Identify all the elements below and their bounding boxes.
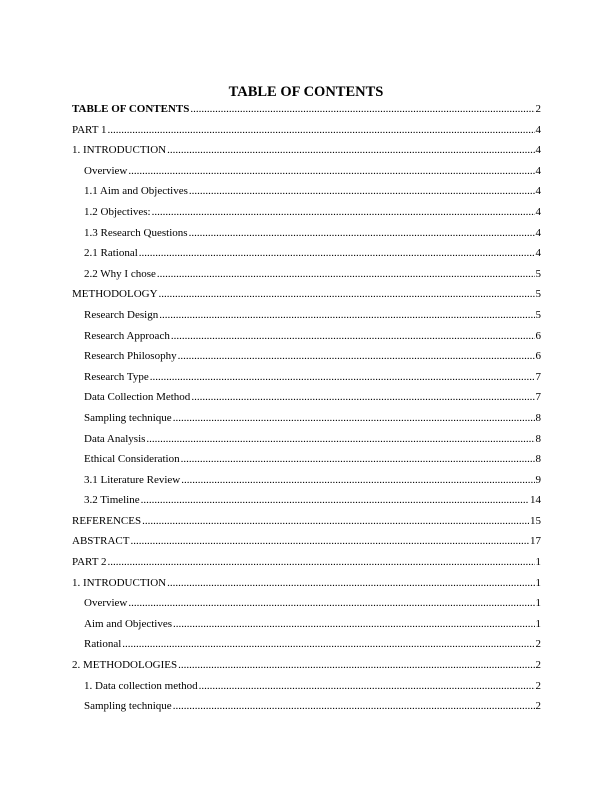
toc-entry[interactable]: [72, 614, 541, 635]
toc-entry[interactable]: [72, 573, 541, 594]
dot-leader: [146, 429, 534, 450]
toc-entry[interactable]: [72, 490, 541, 511]
dot-leader: [178, 655, 534, 676]
toc-entry[interactable]: [72, 264, 541, 285]
toc-entry-page: 1: [535, 576, 541, 589]
toc-entry-label: Rational: [84, 638, 122, 651]
dot-leader: [181, 449, 535, 470]
dot-leader: [152, 202, 535, 223]
toc-entry-label: Sampling technique: [84, 411, 172, 424]
dot-leader: [157, 264, 535, 285]
toc-entry-page: 9: [535, 473, 541, 486]
toc-entry[interactable]: [72, 202, 541, 223]
toc-entry-page: 4: [535, 164, 541, 177]
toc-entry-page: 5: [535, 308, 541, 321]
toc-entry[interactable]: [72, 346, 541, 367]
toc-entry-label: PART 1: [72, 123, 107, 136]
toc-entry-label: Aim and Objectives: [84, 617, 172, 630]
dot-leader: [130, 531, 529, 552]
toc-entry-label: Research Design: [84, 308, 159, 321]
toc-entry-label: 1. INTRODUCTION: [72, 576, 167, 589]
toc-entry-label: 3.1 Literature Review: [84, 473, 181, 486]
toc-entry-label: 1. INTRODUCTION: [72, 144, 167, 157]
dot-leader: [167, 573, 534, 594]
toc-entry-page: 8: [535, 453, 541, 466]
toc-entry-page: 2: [535, 659, 541, 672]
toc-entry-label: PART 2: [72, 556, 107, 569]
toc-entry-label: Research Type: [84, 370, 149, 383]
toc-entry[interactable]: [72, 161, 541, 182]
toc-entry-label: 1.3 Research Questions: [84, 226, 188, 239]
toc-entry-page: 7: [535, 370, 541, 383]
toc-entry-page: 2: [535, 103, 541, 115]
toc-entry-page: 4: [535, 123, 541, 136]
dot-leader: [189, 223, 535, 244]
toc-entry-page: 6: [535, 350, 541, 363]
toc-entry-label: METHODOLOGY: [72, 288, 158, 301]
toc-entry-label: ABSTRACT: [72, 535, 130, 548]
toc-entry-page: 4: [535, 226, 541, 239]
toc-entry-page: 14: [530, 494, 541, 507]
dot-leader: [159, 305, 534, 326]
toc-entry[interactable]: [72, 696, 541, 717]
toc-entry-page: 1: [535, 556, 541, 569]
toc-entry[interactable]: [72, 449, 541, 470]
toc-entry-label: Overview: [84, 164, 128, 177]
toc-entry-page: 1: [535, 617, 541, 630]
toc-entry[interactable]: [72, 593, 541, 614]
toc-entry[interactable]: [72, 181, 541, 202]
toc-entry-page: 4: [535, 185, 541, 198]
dot-leader: [167, 140, 534, 161]
toc-entry-page: 2: [535, 679, 541, 692]
toc-entry[interactable]: [72, 655, 541, 676]
toc-entry[interactable]: [72, 408, 541, 429]
toc-entry[interactable]: [72, 223, 541, 244]
toc-entry-label: 1.1 Aim and Objectives: [84, 185, 188, 198]
toc-entry[interactable]: [72, 243, 541, 264]
dot-leader: [141, 490, 529, 511]
toc-entry-label: 3.2 Timeline: [84, 494, 140, 507]
dot-leader: [173, 696, 535, 717]
toc-entry-page: 4: [535, 247, 541, 260]
toc-entry[interactable]: [72, 552, 541, 573]
toc-entry-page: 5: [535, 288, 541, 301]
dot-leader: [173, 614, 535, 635]
toc-entry-page: 4: [535, 205, 541, 218]
toc-entry-page: 2: [535, 700, 541, 713]
toc-entry-page: 17: [530, 535, 541, 548]
toc-entry[interactable]: [72, 284, 541, 305]
toc-entry-label: 1. Data collection method: [84, 679, 198, 692]
dot-leader: [190, 99, 534, 120]
toc-entry[interactable]: [72, 511, 541, 532]
toc-entry-page: 15: [530, 514, 541, 527]
dot-leader: [171, 326, 535, 347]
page-title: TABLE OF CONTENTS: [228, 84, 384, 100]
toc-entry[interactable]: [72, 305, 541, 326]
toc-entry-label: REFERENCES: [72, 514, 142, 527]
toc-entry-page: 1: [535, 597, 541, 610]
toc-entry[interactable]: [72, 140, 541, 161]
dot-leader: [159, 284, 535, 305]
dot-leader: [150, 367, 535, 388]
toc-entry[interactable]: [72, 634, 541, 655]
toc-entry-label: Research Philosophy: [84, 350, 177, 363]
dot-leader: [181, 470, 534, 491]
toc-entry-label: Data Collection Method: [84, 391, 191, 404]
toc-entry-page: 5: [535, 267, 541, 280]
toc-entry-label: 1.2 Objectives:: [84, 205, 151, 218]
toc-entry-label: TABLE OF CONTENTS: [72, 103, 190, 115]
dot-leader: [199, 676, 535, 697]
dot-leader: [108, 120, 535, 141]
toc-entry-label: Ethical Consideration: [84, 453, 180, 466]
dot-leader: [173, 408, 535, 429]
dot-leader: [191, 387, 534, 408]
toc-entry[interactable]: [72, 120, 541, 141]
toc-entry-page: 8: [535, 411, 541, 424]
toc-entry-label: Overview: [84, 597, 128, 610]
toc-entry[interactable]: [72, 367, 541, 388]
toc-entry[interactable]: [72, 676, 541, 697]
toc-entry-label: 2.2 Why I chose: [84, 267, 156, 280]
table-of-contents: [72, 99, 541, 717]
toc-entry[interactable]: [72, 387, 541, 408]
dot-leader: [178, 346, 535, 367]
dot-leader: [108, 552, 535, 573]
toc-entry-label: 2. METHODOLOGIES: [72, 659, 178, 672]
dot-leader: [128, 593, 534, 614]
dot-leader: [189, 181, 535, 202]
toc-entry-page: 2: [535, 638, 541, 651]
toc-entry-label: Sampling technique: [84, 700, 172, 713]
dot-leader: [139, 243, 535, 264]
toc-entry-page: 8: [535, 432, 541, 445]
toc-entry-label: Research Approach: [84, 329, 170, 342]
toc-entry-page: 7: [535, 391, 541, 404]
toc-entry[interactable]: [72, 326, 541, 347]
toc-entry[interactable]: [72, 470, 541, 491]
toc-entry-page: 6: [535, 329, 541, 342]
toc-entry[interactable]: [72, 99, 541, 120]
toc-entry-page: 4: [535, 144, 541, 157]
dot-leader: [142, 511, 529, 532]
toc-entry[interactable]: [72, 531, 541, 552]
toc-entry-label: 2.1 Rational: [84, 247, 138, 260]
dot-leader: [128, 161, 534, 182]
dot-leader: [122, 634, 534, 655]
toc-entry-label: Data Analysis: [84, 432, 146, 445]
toc-entry[interactable]: [72, 429, 541, 450]
